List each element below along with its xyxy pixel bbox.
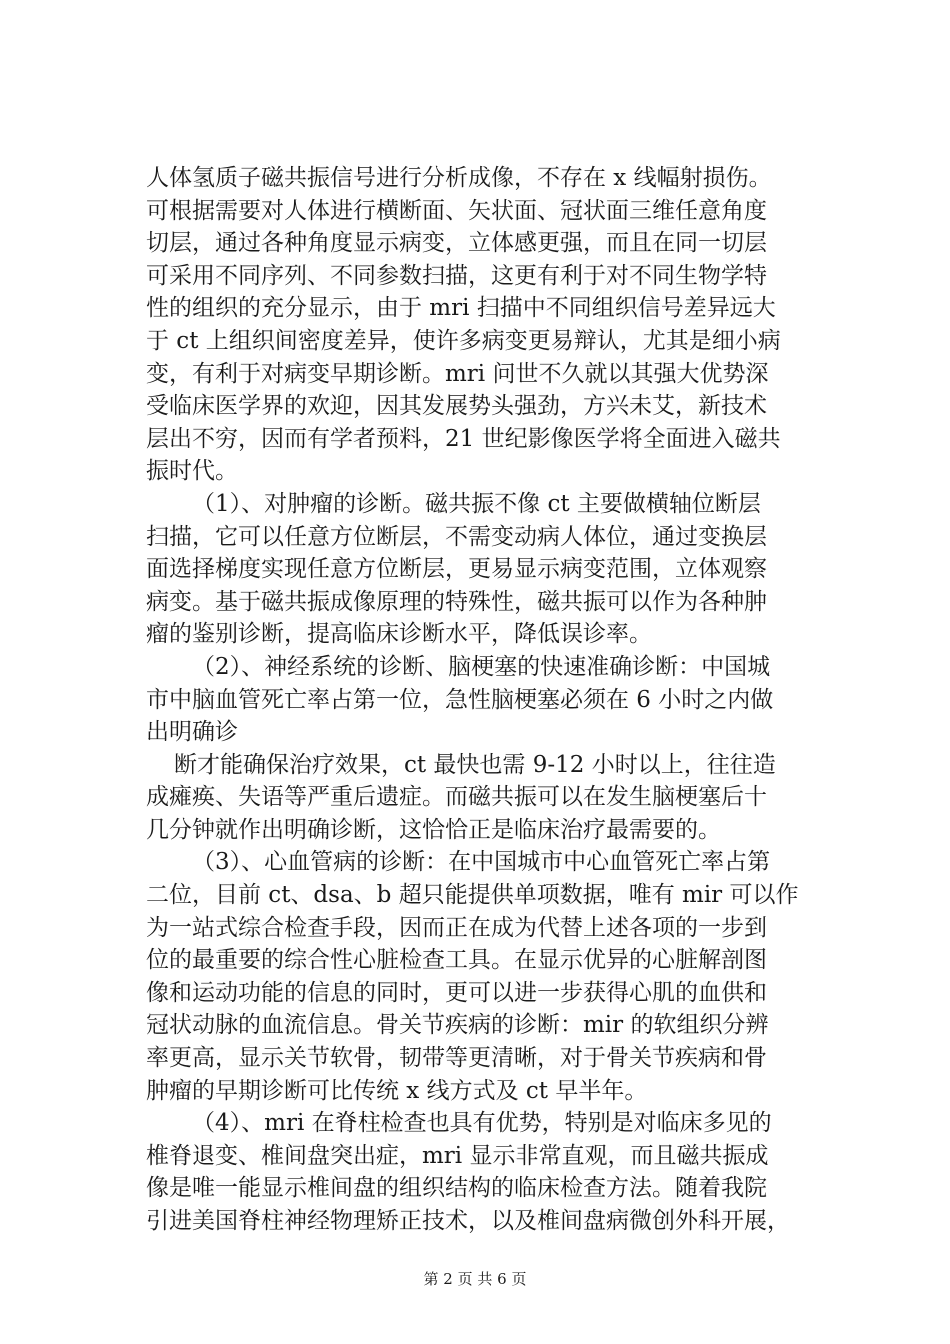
text-line: 像和运动功能的信息的同时，更可以进一步获得心肌的血供和 [146,979,767,1006]
text-line: 可根据需要对人体进行横断面、矢状面、冠状面三维任意角度 [146,197,767,224]
text-line: 引进美国脊柱神经物理矫正技术，以及椎间盘病微创外科开展， [146,1208,790,1234]
text-line: 人体氢质子磁共振信号进行分析成像，不存在 x 线幅射损伤。 [146,165,772,191]
text-line: 病变。基于磁共振成像原理的特殊性，磁共振可以作为各种肿 [146,588,767,615]
text-line: 为一站式综合检查手段，因而正在成为代替上述各项的一步到 [146,914,767,941]
text-line: 断才能确保治疗效果，ct 最快也需 9-12 小时以上，往往造 [174,751,776,778]
text-line: 层出不穷，因而有学者预料，21 世纪影像医学将全面进入磁共 [146,425,781,452]
text-line: 像是唯一能显示椎间盘的组织结构的临床检查方法。随着我院 [146,1175,767,1202]
text-line: 可采用不同序列、不同参数扫描，这更有利于对不同生物学特 [146,262,767,289]
text-line: （3）、心血管病的诊断：在中国城市中心血管死亡率占第 [192,849,771,876]
text-line: 受临床医学界的欢迎，因其发展势头强劲，方兴未艾，新技术 [146,393,767,420]
text-line: 振时代。 [146,458,238,485]
body-text [146,162,836,1238]
text-line: （4）、mri 在脊柱检查也具有优势，特别是对临床多见的 [192,1110,772,1137]
text-line: 冠状动脉的血流信息。骨关节疾病的诊断：mir 的软组织分辨 [146,1012,769,1039]
text-line: 于 ct 上组织间密度差异，使许多病变更易辩认，尤其是细小病 [146,327,781,354]
text-line: 面选择梯度实现任意方位断层，更易显示病变范围，立体观察 [146,556,767,583]
text-line: （2）、神经系统的诊断、脑梗塞的快速准确诊断：中国城 [192,653,771,680]
text-line: 扫描，它可以任意方位断层，不需变动病人体位，通过变换层 [146,523,767,550]
text-line: 位的最重要的综合性心脏检查工具。在显示优异的心脏解剖图 [146,947,767,974]
page-footer: 第 2 页 共 6 页 [423,1270,527,1288]
text-line: 椎脊退变、椎间盘突出症，mri 显示非常直观，而且磁共振成 [146,1142,769,1169]
text-line: 率更高，显示关节软骨，韧带等更清晰，对于骨关节疾病和骨 [146,1045,767,1072]
text-line: 出明确诊 [146,719,238,746]
text-line: 变，有利于对病变早期诊断。mri 问世不久就以其强大优势深 [146,360,769,387]
text-line: 市中脑血管死亡率占第一位，急性脑梗塞必须在 6 小时之内做 [146,686,774,713]
text-line: 切层，通过各种角度显示病变，立体感更强，而且在同一切层 [146,230,767,257]
text-line: 性的组织的充分显示，由于 mri 扫描中不同组织信号差异远大 [146,295,776,322]
text-line: 成瘫痪、失语等严重后遗症。而磁共振可以在发生脑梗塞后十 [146,784,767,811]
text-line: 几分钟就作出明确诊断，这恰恰正是临床治疗最需要的。 [146,816,721,843]
text-line: （1）、对肿瘤的诊断。磁共振不像 ct 主要做横轴位断层 [192,490,761,517]
text-line: 二位，目前 ct、dsa、b 超只能提供单项数据，唯有 mir 可以作 [146,882,799,909]
text-line: 肿瘤的早期诊断可比传统 x 线方式及 ct 早半年。 [146,1077,648,1104]
text-line: 瘤的鉴别诊断，提高临床诊断水平，降低误诊率。 [146,621,652,648]
